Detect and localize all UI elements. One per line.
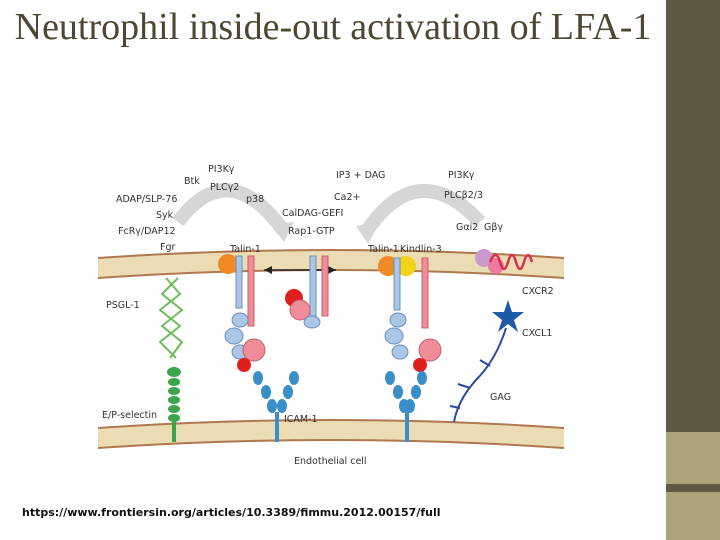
label-gai2: Gαi2 — [456, 222, 479, 233]
label-rap1-gtp: Rap1-GTP — [288, 226, 335, 237]
label-icam1: ICAM-1 — [284, 414, 318, 425]
signal-arrowhead-right — [356, 222, 380, 244]
label-fgr: Fgr — [160, 242, 176, 253]
integrin-right — [378, 256, 441, 372]
label-ca2: Ca2+ — [334, 192, 361, 203]
label-kindlin3: Kindlin-3 — [400, 244, 442, 255]
label-ep-selectin: E/P-selectin — [102, 410, 158, 421]
label-ip3-dag: IP3 + DAG — [336, 170, 386, 181]
label-talin1-left: Talin-1 — [230, 244, 261, 255]
endothelial-membrane — [98, 420, 564, 448]
label-adap-slp76: ADAP/SLP-76 — [116, 194, 178, 205]
label-talin1-right: Talin-1 — [368, 244, 399, 255]
diagram-svg — [98, 160, 564, 478]
label-cxcl1: CXCL1 — [522, 328, 553, 339]
label-pi3k-left: PI3Kγ — [208, 164, 235, 175]
sidebar-accent-block-upper — [666, 432, 720, 484]
sidebar-accent-block-lower — [666, 492, 720, 540]
label-psgl1: PSGL-1 — [106, 300, 140, 311]
source-url: https://www.frontiersin.org/articles/10.3389/fimmu.2012.00157/full — [22, 506, 441, 519]
label-plcb23: PLCβ2/3 — [444, 190, 484, 201]
label-p38: p38 — [246, 194, 265, 205]
slide-title: Neutrophil inside-out activation of LFA-1 — [14, 6, 652, 48]
label-fcr-dap12: FcRγ/DAP12 — [118, 226, 176, 237]
label-pi3k-right: PI3Kγ — [448, 170, 475, 181]
psgl1-molecule — [160, 278, 182, 358]
label-cxcr2: CXCR2 — [522, 286, 554, 297]
label-gbg: Gβγ — [484, 222, 504, 233]
label-btk: Btk — [184, 176, 200, 187]
lfa1-activation-diagram — [98, 160, 564, 478]
label-endothelial-cell: Endothelial cell — [294, 456, 367, 467]
label-plcg2: PLCγ2 — [210, 182, 240, 193]
label-gag: GAG — [490, 392, 512, 403]
signal-arrow-left — [178, 190, 283, 230]
label-syk: Syk — [156, 210, 174, 221]
gag-chain — [454, 328, 506, 422]
label-caldag-gefi: CalDAG-GEFI — [282, 208, 344, 219]
cxcl1-star — [492, 300, 524, 332]
